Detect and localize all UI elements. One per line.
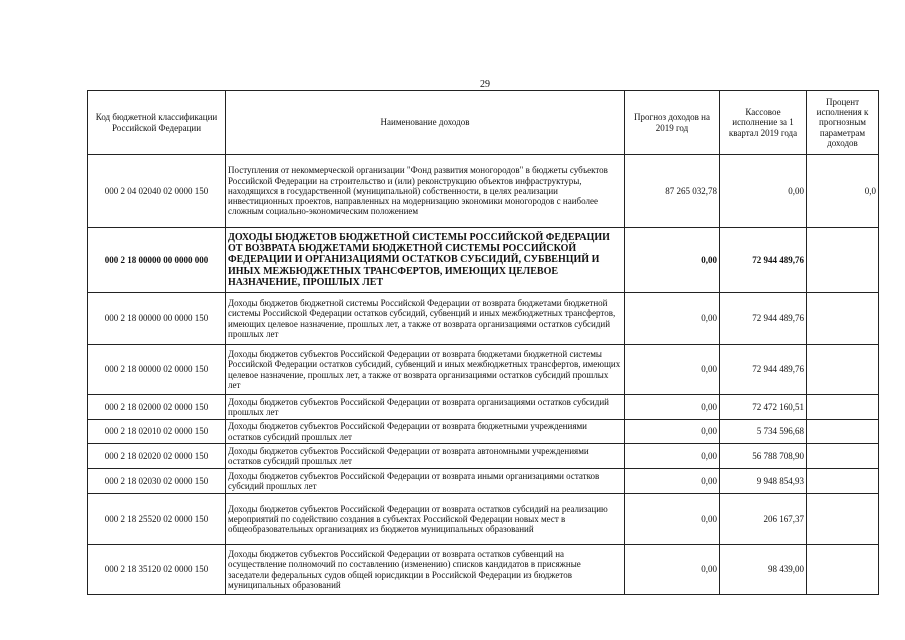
row-name: Доходы бюджетов субъектов Российской Федерации от возврата бюджетными учреждениями остатков субсидий прошлых лет bbox=[226, 420, 625, 444]
row-forecast: 0,00 bbox=[625, 228, 720, 293]
row-percent: 0,0 bbox=[807, 155, 879, 228]
row-forecast: 0,00 bbox=[625, 444, 720, 469]
row-percent bbox=[807, 345, 879, 395]
row-name: Доходы бюджетов субъектов Российской Федерации от возврата бюджетами бюджетной системы Российской Федерации остатков субсидий, субвенций и иных межбюджетных трансфертов, имеющих целевое назначение, прошлых лет, а также от возврата организациями остатков субсидий прошлых лет bbox=[226, 345, 625, 395]
revenue-table bbox=[87, 90, 879, 595]
row-cash: 72 944 489,76 bbox=[720, 293, 807, 345]
row-forecast: 0,00 bbox=[625, 345, 720, 395]
row-cash: 206 167,37 bbox=[720, 494, 807, 545]
row-percent bbox=[807, 545, 879, 595]
row-forecast: 0,00 bbox=[625, 420, 720, 444]
row-percent bbox=[807, 228, 879, 293]
row-name: Доходы бюджетов субъектов Российской Федерации от возврата остатков субсидий на реализацию мероприятий по содействию создания в субъектах Российской Федерации новых мест в общеобразовательных организациях из бюджетов муниципальных образований bbox=[226, 494, 625, 545]
table-row bbox=[88, 155, 879, 228]
row-name: Доходы бюджетов субъектов Российской Федерации от возврата остатков субвенций на осуществление полномочий по составлению (изменению) списков кандидатов в присяжные заседатели федеральных судов общей юрисдикции в Российской Федерации из бюджетов муниципальных образований bbox=[226, 545, 625, 595]
row-percent bbox=[807, 293, 879, 345]
table-row bbox=[88, 545, 879, 595]
header-forecast: Прогноз доходов на 2019 год bbox=[625, 91, 720, 155]
row-forecast: 0,00 bbox=[625, 395, 720, 420]
table-row bbox=[88, 228, 879, 293]
row-code: 000 2 18 02020 02 0000 150 bbox=[88, 444, 226, 469]
row-name: Доходы бюджетов субъектов Российской Федерации от возврата организациями остатков субсидий прошлых лет bbox=[226, 395, 625, 420]
row-cash: 0,00 bbox=[720, 155, 807, 228]
table-row bbox=[88, 345, 879, 395]
header-cash: Кассовое исполнение за 1 квартал 2019 года bbox=[720, 91, 807, 155]
row-code: 000 2 18 00000 00 0000 000 bbox=[88, 228, 226, 293]
row-cash: 72 944 489,76 bbox=[720, 228, 807, 293]
row-cash: 56 788 708,90 bbox=[720, 444, 807, 469]
row-forecast: 0,00 bbox=[625, 293, 720, 345]
table-row bbox=[88, 395, 879, 420]
row-code: 000 2 18 02000 02 0000 150 bbox=[88, 395, 226, 420]
row-cash: 72 472 160,51 bbox=[720, 395, 807, 420]
row-name: Доходы бюджетов субъектов Российской Федерации от возврата иными организациями остатков субсидий прошлых лет bbox=[226, 469, 625, 494]
row-percent bbox=[807, 420, 879, 444]
row-percent bbox=[807, 395, 879, 420]
row-forecast: 0,00 bbox=[625, 494, 720, 545]
row-code: 000 2 04 02040 02 0000 150 bbox=[88, 155, 226, 228]
header-row bbox=[88, 91, 879, 155]
row-forecast: 0,00 bbox=[625, 545, 720, 595]
header-name: Наименование доходов bbox=[226, 91, 625, 155]
row-percent bbox=[807, 494, 879, 545]
page-number: 29 bbox=[480, 79, 490, 90]
row-name: Поступления от некоммерческой организации "Фонд развития моногородов" в бюджеты субъектов Российской Федерации на строительство и (или) реконструкцию объектов инфраструктуры, находящихся в государственной (муниципальной) собственности, в целях реализации инвестиционных проектов, направленных на модернизацию экономики моногородов с наиболее сложным социально-экономическим положением bbox=[226, 155, 625, 228]
table-row bbox=[88, 494, 879, 545]
table-row bbox=[88, 293, 879, 345]
header-code: Код бюджетной классификации Российской Федерации bbox=[88, 91, 226, 155]
row-code: 000 2 18 02010 02 0000 150 bbox=[88, 420, 226, 444]
row-code: 000 2 18 25520 02 0000 150 bbox=[88, 494, 226, 545]
row-code: 000 2 18 00000 00 0000 150 bbox=[88, 293, 226, 345]
row-cash: 72 944 489,76 bbox=[720, 345, 807, 395]
row-name: ДОХОДЫ БЮДЖЕТОВ БЮДЖЕТНОЙ СИСТЕМЫ РОССИЙСКОЙ ФЕДЕРАЦИИ ОТ ВОЗВРАТА БЮДЖЕТАМИ БЮДЖЕТНОЙ СИСТЕМЫ РОССИЙСКОЙ ФЕДЕРАЦИИ И ОРГАНИЗАЦИЯМИ ОСТАТКОВ СУБСИДИЙ, СУБВЕНЦИЙ И ИНЫХ МЕЖБЮДЖЕТНЫХ ТРАНСФЕРТОВ, ИМЕЮЩИХ ЦЕЛЕВОЕ НАЗНАЧЕНИЕ, ПРОШЛЫХ ЛЕТ bbox=[226, 228, 625, 293]
row-cash: 5 734 596,68 bbox=[720, 420, 807, 444]
row-name: Доходы бюджетов субъектов Российской Федерации от возврата автономными учреждениями остатков субсидий прошлых лет bbox=[226, 444, 625, 469]
row-cash: 9 948 854,93 bbox=[720, 469, 807, 494]
row-forecast: 87 265 032,78 bbox=[625, 155, 720, 228]
table-row bbox=[88, 469, 879, 494]
row-code: 000 2 18 02030 02 0000 150 bbox=[88, 469, 226, 494]
row-percent bbox=[807, 444, 879, 469]
row-code: 000 2 18 00000 02 0000 150 bbox=[88, 345, 226, 395]
header-percent: Процент исполнения к прогнозным параметрам доходов bbox=[807, 91, 879, 155]
row-percent bbox=[807, 469, 879, 494]
row-forecast: 0,00 bbox=[625, 469, 720, 494]
table-row bbox=[88, 420, 879, 444]
row-name: Доходы бюджетов бюджетной системы Российской Федерации от возврата бюджетами бюджетной системы Российской Федерации остатков субсидий, субвенций и иных межбюджетных трансфертов, имеющих целевое назначение, прошлых лет, а также от возврата организациями остатков субсидий прошлых лет bbox=[226, 293, 625, 345]
row-cash: 98 439,00 bbox=[720, 545, 807, 595]
table-row bbox=[88, 444, 879, 469]
row-code: 000 2 18 35120 02 0000 150 bbox=[88, 545, 226, 595]
